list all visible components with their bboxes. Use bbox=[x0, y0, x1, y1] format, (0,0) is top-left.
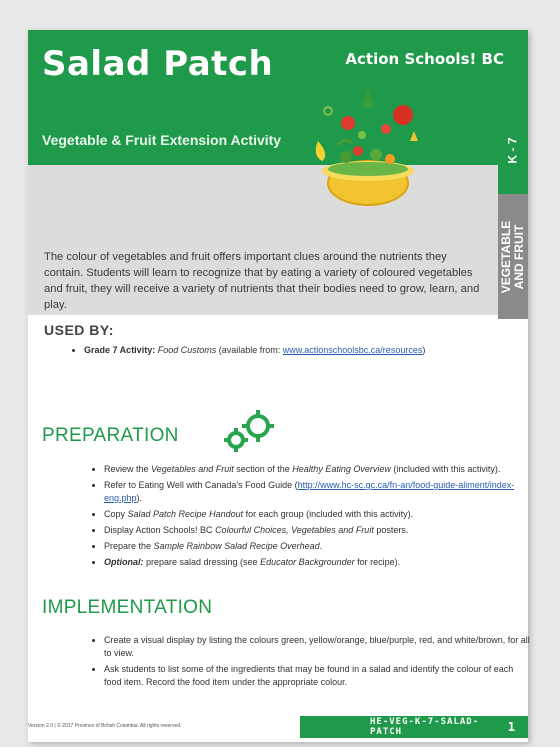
list-item: • Review the Vegetables and Fruit section of the Healthy Eating Overview (included with this activity). bbox=[104, 463, 520, 476]
list-item: • Display Action Schools! BC Colourful Choices, Vegetables and Fruit posters. bbox=[104, 524, 520, 537]
preparation-list bbox=[90, 463, 520, 572]
preparation-heading: PREPARATION bbox=[42, 425, 179, 446]
gears-icon bbox=[218, 408, 278, 454]
footer-bar bbox=[300, 716, 528, 738]
brand-logo: Action Schools! BC bbox=[345, 50, 504, 68]
list-item: • Prepare the Sample Rainbow Salad Recipe Overhead. bbox=[104, 540, 520, 553]
list-item: • Grade 7 Activity: Food Customs (available from: www.actionschoolsbc.ca/resources) bbox=[84, 344, 510, 357]
subject-label: VEGETABLE AND FRUIT bbox=[499, 220, 527, 293]
list-item: • Ask students to list some of the ingredients that may be found in a salad and identify the colour of each food item. Record the food item under the appropriate colour. bbox=[104, 663, 530, 689]
list-item: • Copy Salad Patch Recipe Handout for each group (included with this activity). bbox=[104, 508, 520, 521]
subject-tab bbox=[498, 194, 528, 319]
page-title: Salad Patch bbox=[42, 44, 274, 84]
intro-text: The colour of vegetables and fruit offers important clues around the nutrients they contain. Students will learn to recognize that by eating a variety of coloured vegetables and fruit, they will receive a variety of nutrients that their bodies need to grow, learn, and play. bbox=[44, 251, 480, 311]
header-banner bbox=[28, 30, 528, 165]
food-guide-link[interactable]: http://www.hc-sc.gc.ca/fn-an/food-guide-aliment/index-eng.php bbox=[104, 480, 515, 503]
page-number: 1 bbox=[507, 720, 516, 734]
document-code: HE-VEG-K-7-SALAD-PATCH bbox=[370, 717, 480, 737]
used-by-list bbox=[70, 344, 510, 360]
grade-label: K - 7 bbox=[505, 136, 520, 164]
implementation-heading: IMPLEMENTATION bbox=[42, 597, 213, 618]
page bbox=[28, 30, 528, 742]
list-item: • Create a visual display by listing the colours green, yellow/orange, blue/purple, red, and white/brown, for all to view. bbox=[104, 634, 530, 660]
list-item: • Refer to Eating Well with Canada's Food Guide (http://www.hc-sc.gc.ca/fn-an/food-guide-aliment/index-eng.php). bbox=[104, 479, 520, 505]
salad-bowl-icon bbox=[298, 75, 438, 215]
resources-link[interactable]: www.actionschoolsbc.ca/resources bbox=[282, 345, 423, 355]
intro-panel bbox=[28, 165, 528, 315]
used-by-heading: USED BY: bbox=[44, 322, 114, 338]
page-subtitle: Vegetable & Fruit Extension Activity bbox=[42, 132, 282, 148]
implementation-list bbox=[90, 634, 530, 692]
footer-copyright: Version 2.0 | © 2017 Province of British Columbia. All rights reserved. bbox=[28, 723, 182, 729]
list-item: • Optional: prepare salad dressing (see Educator Backgrounder for recipe). bbox=[104, 556, 520, 569]
grade-tab bbox=[498, 94, 528, 206]
